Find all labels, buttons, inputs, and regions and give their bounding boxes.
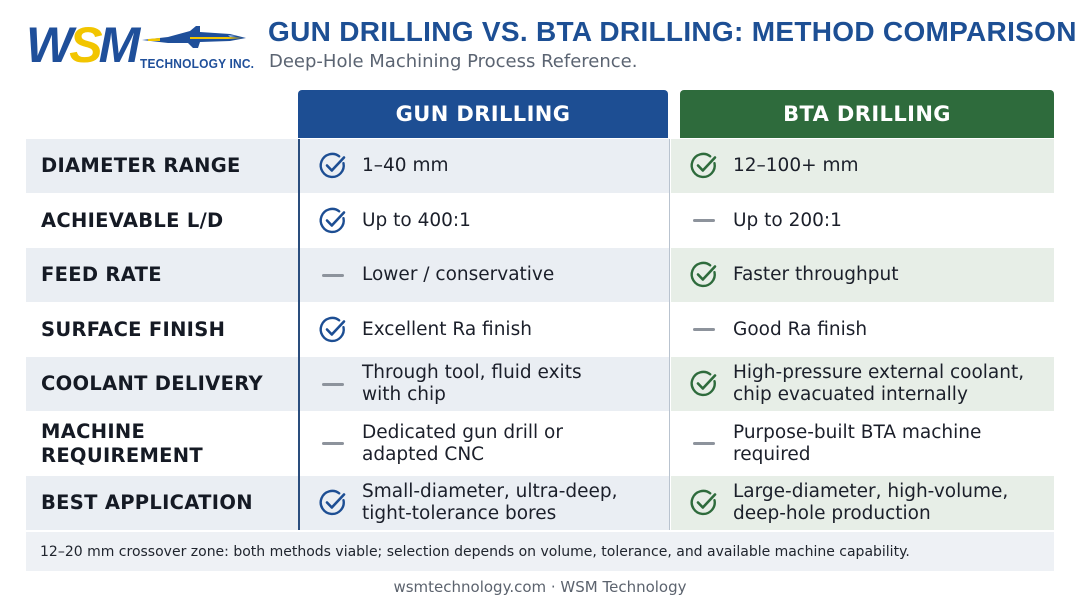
page-subtitle: Deep-Hole Machining Process Reference. bbox=[269, 51, 638, 72]
check-icon bbox=[689, 260, 719, 290]
bta-drilling-value bbox=[719, 319, 867, 341]
table-row bbox=[26, 357, 1054, 411]
text-line: Purpose-built BTA machine bbox=[733, 421, 982, 443]
check-icon bbox=[689, 151, 719, 181]
text-line: REQUIREMENT bbox=[41, 443, 203, 467]
text-line: Dedicated gun drill or bbox=[362, 421, 563, 443]
gun-drilling-value bbox=[348, 264, 554, 286]
jet-icon bbox=[138, 22, 250, 52]
bta-drilling-cell bbox=[671, 357, 1054, 411]
text-line: required bbox=[733, 443, 811, 465]
column-header-gun-drilling: GUN DRILLING bbox=[298, 90, 668, 138]
text-line: ACHIEVABLE L/D bbox=[41, 208, 224, 232]
check-icon bbox=[689, 369, 719, 399]
text-line: tight-tolerance bores bbox=[362, 503, 557, 524]
row-label bbox=[26, 139, 298, 193]
row-label bbox=[26, 302, 298, 357]
dash-icon bbox=[318, 260, 348, 290]
company-logo bbox=[26, 17, 255, 76]
text-line: Good Ra finish bbox=[733, 318, 868, 340]
check-icon bbox=[318, 488, 348, 518]
text-line: Large-diameter, high-volume, bbox=[733, 481, 1009, 502]
check-icon bbox=[318, 151, 348, 181]
gun-drilling-cell bbox=[298, 411, 670, 476]
gun-drilling-cell bbox=[298, 476, 670, 530]
dash-icon bbox=[689, 206, 719, 236]
crossover-note: 12–20 mm crossover zone: both methods viable; selection depends on volume, tolerance, and available machine capability. bbox=[26, 532, 1054, 571]
bta-drilling-cell bbox=[671, 193, 1054, 248]
check-icon bbox=[689, 488, 719, 518]
column-header-bta-drilling: BTA DRILLING bbox=[680, 90, 1054, 138]
page-title: GUN DRILLING VS. BTA DRILLING: METHOD COMPARISON bbox=[268, 16, 1077, 47]
bta-drilling-cell bbox=[671, 248, 1054, 302]
gun-drilling-value bbox=[348, 481, 618, 525]
row-label bbox=[26, 411, 298, 476]
gun-drilling-cell bbox=[298, 302, 670, 357]
gun-drilling-value bbox=[348, 155, 448, 177]
check-icon bbox=[318, 206, 348, 236]
text-line: COOLANT DELIVERY bbox=[41, 372, 263, 395]
bta-drilling-value bbox=[719, 422, 981, 466]
text-line: Small-diameter, ultra-deep, bbox=[362, 481, 618, 502]
text-line: SURFACE FINISH bbox=[41, 317, 226, 341]
dash-icon bbox=[689, 429, 719, 459]
gun-drilling-cell bbox=[298, 248, 670, 302]
table-row bbox=[26, 248, 1054, 302]
comparison-table bbox=[26, 139, 1054, 530]
gun-drilling-cell bbox=[298, 193, 670, 248]
bta-drilling-value bbox=[719, 155, 859, 177]
table-row bbox=[26, 139, 1054, 193]
bta-drilling-value bbox=[719, 481, 1008, 525]
row-label bbox=[26, 476, 298, 530]
gun-drilling-value bbox=[348, 362, 582, 406]
text-line: BEST APPLICATION bbox=[41, 491, 253, 514]
gun-drilling-value bbox=[348, 210, 471, 232]
gun-drilling-cell bbox=[298, 139, 670, 193]
text-line: Faster throughput bbox=[733, 264, 899, 285]
table-row bbox=[26, 476, 1054, 530]
text-line: MACHINE bbox=[41, 419, 146, 443]
text-line: DIAMETER RANGE bbox=[41, 154, 241, 177]
bta-drilling-value bbox=[719, 264, 898, 286]
gun-drilling-value bbox=[348, 319, 532, 341]
footer-credit: wsmtechnology.com · WSM Technology bbox=[393, 578, 687, 596]
text-line: deep-hole production bbox=[733, 503, 931, 524]
bta-drilling-cell bbox=[671, 411, 1054, 476]
logo-subtext: TECHNOLOGY INC. bbox=[140, 56, 255, 71]
text-line: Up to 400:1 bbox=[362, 209, 471, 231]
text-line: Through tool, fluid exits bbox=[362, 362, 582, 383]
gun-drilling-cell bbox=[298, 357, 670, 411]
text-line: chip evacuated internally bbox=[733, 384, 968, 405]
text-line: Excellent Ra finish bbox=[362, 318, 532, 340]
text-line: 12–100+ mm bbox=[733, 155, 859, 176]
gun-drilling-value bbox=[348, 422, 563, 466]
bta-drilling-value bbox=[719, 362, 1024, 406]
bta-drilling-cell bbox=[671, 302, 1054, 357]
bta-drilling-cell bbox=[671, 476, 1054, 530]
bta-drilling-value bbox=[719, 210, 842, 232]
text-line: adapted CNC bbox=[362, 443, 485, 465]
table-row bbox=[26, 193, 1054, 248]
row-label bbox=[26, 193, 298, 248]
dash-icon bbox=[689, 315, 719, 345]
text-line: 1–40 mm bbox=[362, 155, 449, 176]
text-line: Up to 200:1 bbox=[733, 209, 842, 231]
check-icon bbox=[318, 315, 348, 345]
dash-icon bbox=[318, 369, 348, 399]
dash-icon bbox=[318, 429, 348, 459]
row-label bbox=[26, 357, 298, 411]
text-line: FEED RATE bbox=[41, 263, 162, 286]
table-row bbox=[26, 411, 1054, 476]
text-line: High-pressure external coolant, bbox=[733, 362, 1025, 383]
table-row bbox=[26, 302, 1054, 357]
row-label bbox=[26, 248, 298, 302]
bta-drilling-cell bbox=[671, 139, 1054, 193]
logo-wordmark: WSM bbox=[26, 17, 137, 73]
text-line: Lower / conservative bbox=[362, 264, 555, 285]
text-line: with chip bbox=[362, 384, 446, 405]
